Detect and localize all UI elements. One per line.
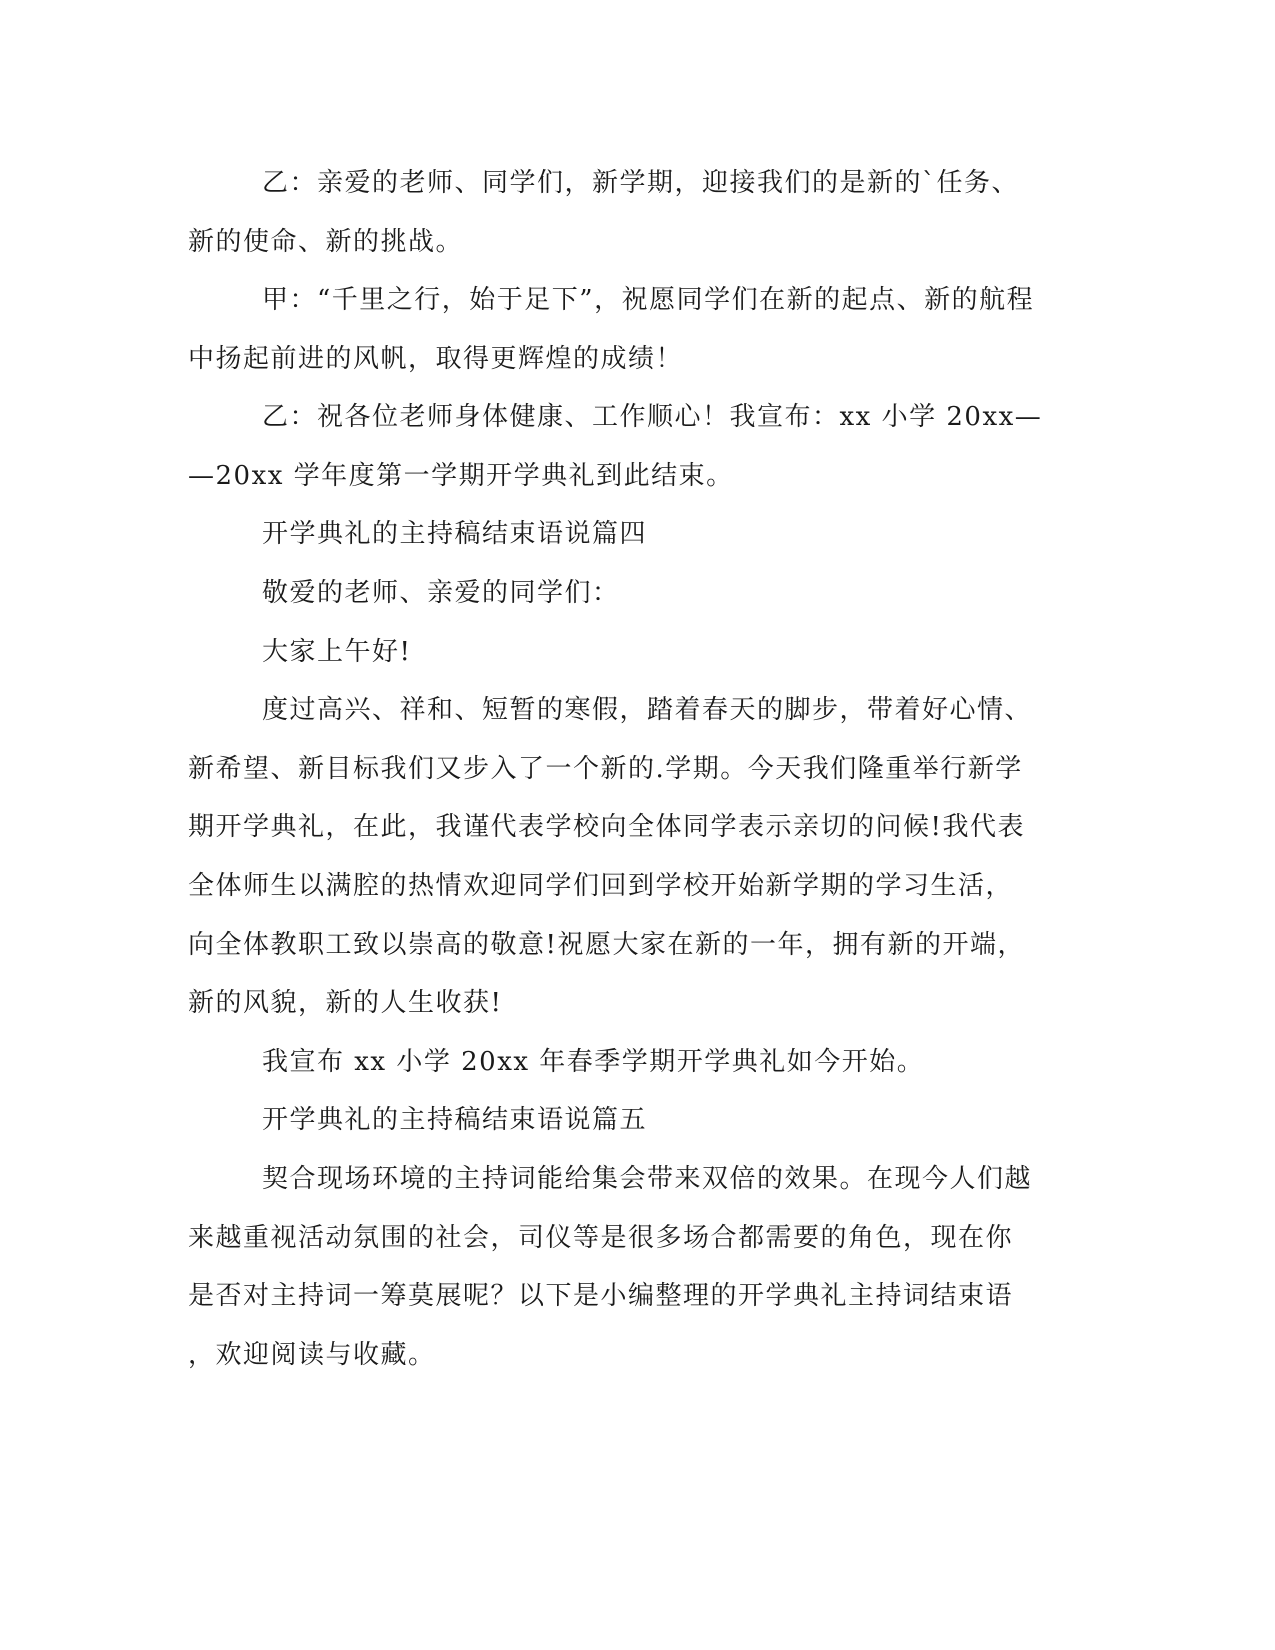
text-line: 乙：亲爱的老师、同学们，新学期，迎接我们的是新的`任务、 <box>262 168 1020 198</box>
text-line: 我宣布 xx 小学 20xx 年春季学期开学典礼如今开始。 <box>262 1047 925 1077</box>
text-line: 全体师生以满腔的热情欢迎同学们回到学校开始新学期的学习生活， <box>188 871 1014 901</box>
text-line: 期开学典礼，在此，我谨代表学校向全体同学表示亲切的问候!我代表 <box>188 812 1025 842</box>
text-line: 中扬起前进的风帆，取得更辉煌的成绩！ <box>188 344 684 374</box>
text-line: 来越重视活动氛围的社会，司仪等是很多场合都需要的角色，现在你 <box>188 1223 1014 1253</box>
text-line: 新的风貌，新的人生收获! <box>188 988 503 1018</box>
text-line: 甲：“千里之行，始于足下”，祝愿同学们在新的起点、新的航程 <box>262 285 1035 315</box>
text-line: 乙：祝各位老师身体健康、工作顺心！我宣布：xx 小学 20xx— <box>262 402 1043 432</box>
section-heading: 开学典礼的主持稿结束语说篇四 <box>262 519 648 549</box>
text-line: ，欢迎阅读与收藏。 <box>188 1340 436 1370</box>
text-line: 新希望、新目标我们又步入了一个新的.学期。今天我们隆重举行新学 <box>188 754 1023 784</box>
text-line: 是否对主持词一筹莫展呢？以下是小编整理的开学典礼主持词结束语 <box>188 1281 1014 1311</box>
text-line: 新的使命、新的挑战。 <box>188 227 464 257</box>
salutation: 敬爱的老师、亲爱的同学们： <box>262 578 620 608</box>
greeting: 大家上午好! <box>262 637 412 667</box>
text-line: 度过高兴、祥和、短暂的寒假，踏着春天的脚步，带着好心情、 <box>262 695 1033 725</box>
text-line: 向全体教职工致以崇高的敬意!祝愿大家在新的一年，拥有新的开端， <box>188 930 1025 960</box>
section-heading: 开学典礼的主持稿结束语说篇五 <box>262 1105 648 1135</box>
text-line: 契合现场环境的主持词能给集会带来双倍的效果。在现今人们越 <box>262 1164 1033 1194</box>
text-line: —20xx 学年度第一学期开学典礼到此结束。 <box>188 461 734 491</box>
